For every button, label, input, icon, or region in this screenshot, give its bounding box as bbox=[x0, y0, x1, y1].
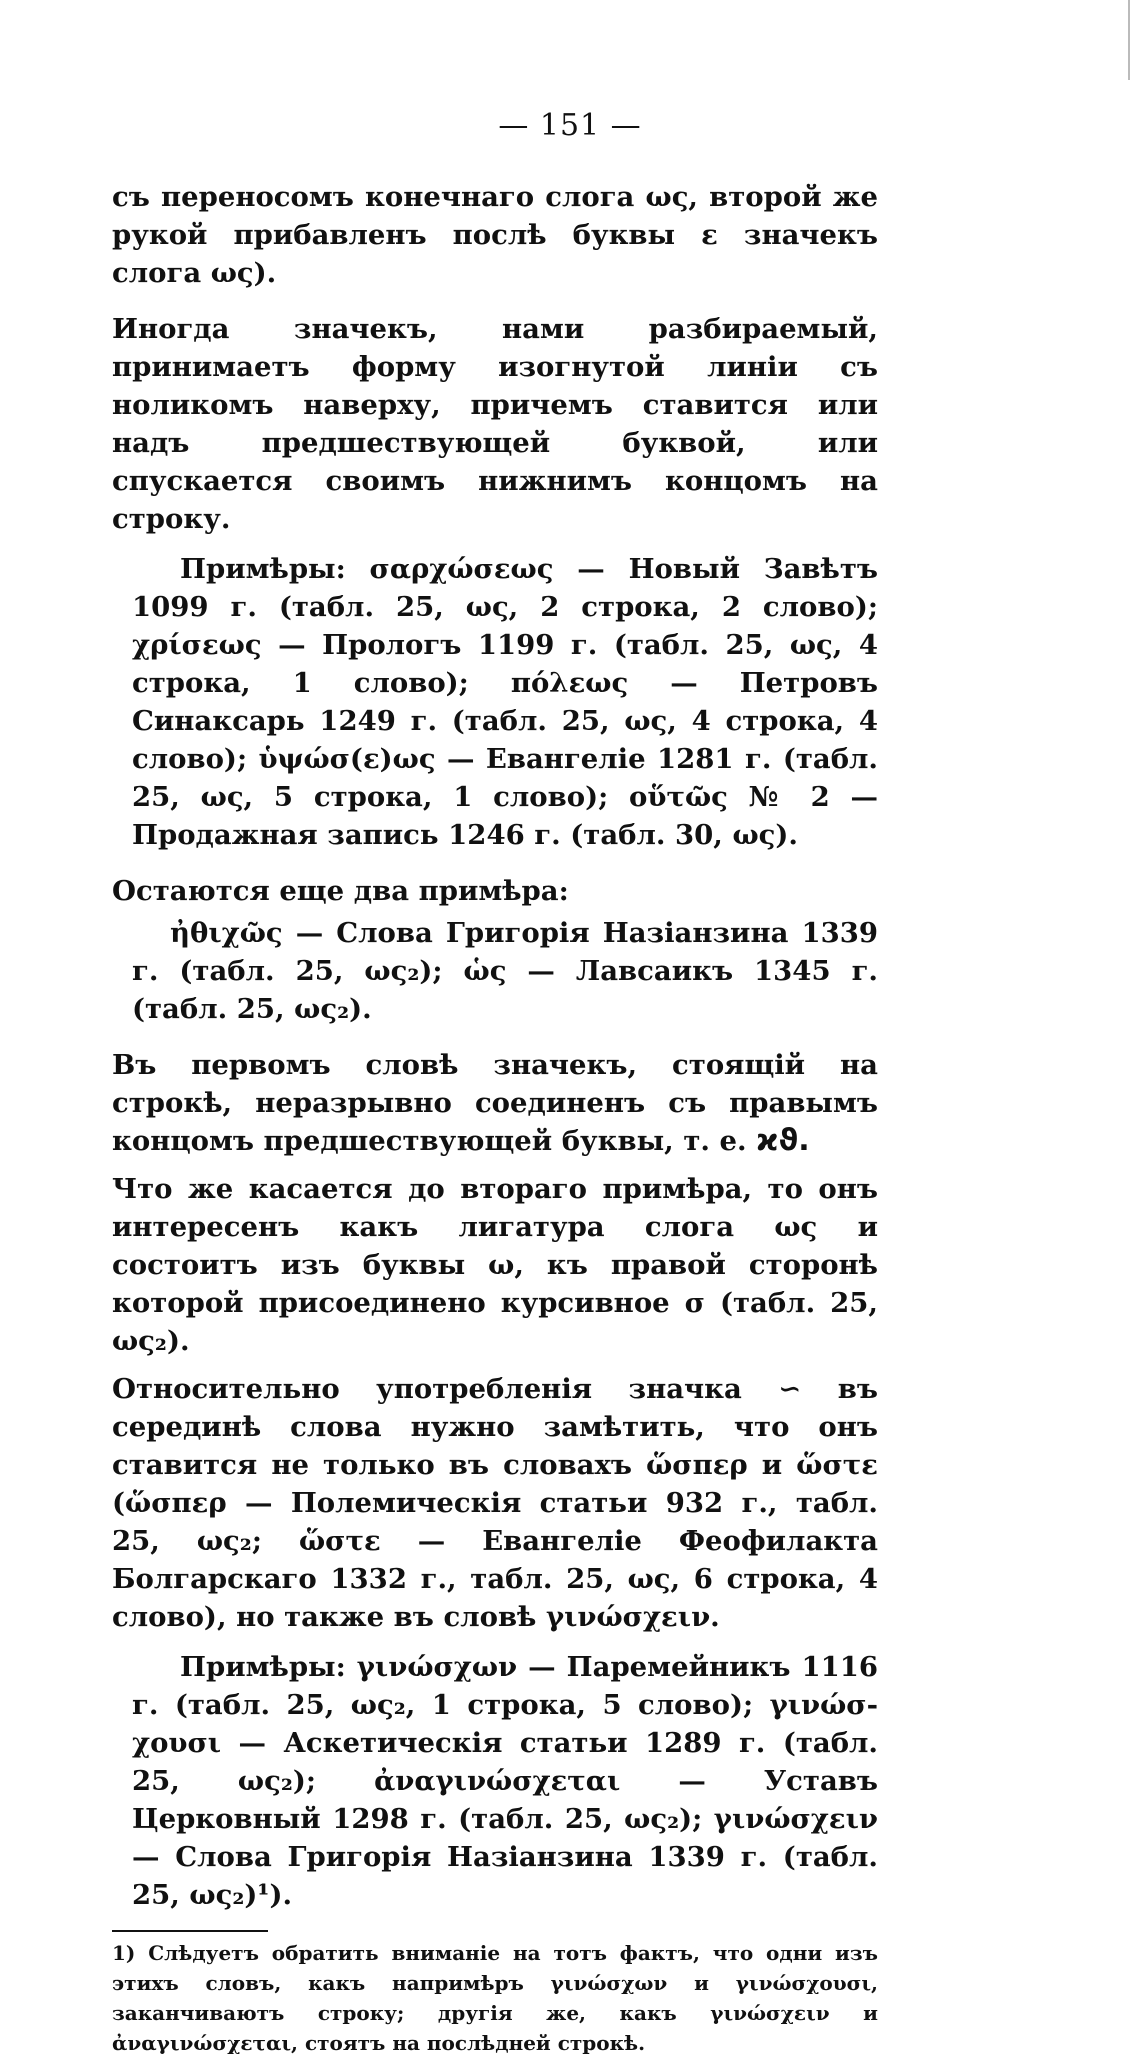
page-number: — 151 — bbox=[498, 108, 642, 143]
paragraph-middle-of-word: Относительно употребленія значка ∽ въ серединѣ слова нужно замѣтить, что онъ ставится не только въ словахъ ὥσπερ и ὥστε (ὥσπερ — Полемическія статьи 932 г., табл. 25, ως₂; ὥστε — Евангеліе Феофилакта Болгарскаго 1332 г., табл. 25, ως, 6 строка, 4 слово), но также въ словѣ γινώσχειν. bbox=[112, 1373, 878, 1633]
paragraph-continuation: съ переносомъ конечнаго слога ως, второй же рукой прибавленъ послѣ буквы ε значекъ слога ως). bbox=[112, 181, 878, 289]
paragraph-examples-3: Примѣры: γινώσχων — Паремейникъ 1116 г. (табл. 25, ως₂, 1 строка, 5 слово); γινώσ-χουσι — Аскетическія статьи 1289 г. (табл. 25, ως₂); ἀναγινώσχεται — Уставъ Церковный 1298 г. (табл. 25, ως₂); γινώσχειν — Слова Григорія Назіанзина 1339 г. (табл. 25, ως₂)¹). bbox=[132, 1651, 878, 1911]
footnote-divider bbox=[112, 1930, 268, 1932]
page-body bbox=[112, 178, 878, 2058]
paragraph-first-word bbox=[112, 1046, 878, 1160]
paragraph-second-example: Что же касается до втораго примѣра, то онъ интересенъ какъ лигатура слога ως и состоитъ изъ буквы ω, къ правой сторонѣ которой присоединено курсивное σ (табл. 25, ως₂). bbox=[112, 1173, 878, 1357]
page-edge-mark bbox=[1128, 0, 1130, 80]
paragraph-two-more-examples: Остаются еще два примѣра: bbox=[112, 875, 569, 907]
paragraph-examples-2: ἠθιχῶς — Слова Григорія Назіанзина 1339 г. (табл. 25, ως₂); ὡς — Лавсаикъ 1345 г. (табл. 25, ως₂). bbox=[132, 917, 878, 1025]
paragraph-examples-1: Примѣры: σαρχώσεως — Новый Завѣтъ 1099 г. (табл. 25, ως, 2 строка, 2 слово); χρίσεως — Прологъ 1199 г. (табл. 25, ως, 4 строка, 1 слово); πόλεως — Петровъ Синаксарь 1249 г. (табл. 25, ως, 4 строка, 4 слово); ὑψώσ(ε)ως — Евангеліе 1281 г. (табл. 25, ως, 5 строка, 1 слово); οὕτῶς № 2 — Продажная запись 1246 г. (табл. 30, ως). bbox=[132, 553, 878, 851]
ligature-glyph-icon: ϰϑ. bbox=[756, 1123, 810, 1158]
paragraph-first-word-text: Въ первомъ словѣ значекъ, стоящій на строкѣ, неразрывно соединенъ съ правымъ концомъ предшествующей буквы, т. е. bbox=[112, 1049, 878, 1157]
paragraph-curved-line-sign: Иногда значекъ, нами разбираемый, принимаетъ форму изогнутой линіи съ ноликомъ наверху, причемъ ставится или надъ предшествующей буквой, или спускается своимъ нижнимъ концомъ на строку. bbox=[112, 313, 878, 535]
footnote: 1) Слѣдуетъ обратить вниманіе на тотъ фактъ, что одни изъ этихъ словъ, какъ напримѣръ γινώσχων и γινώσχουσι, заканчиваютъ строку; другія же, какъ γινώσχειν и ἀναγινώσχεται, стоятъ на послѣдней строкѣ. bbox=[112, 1941, 878, 2055]
